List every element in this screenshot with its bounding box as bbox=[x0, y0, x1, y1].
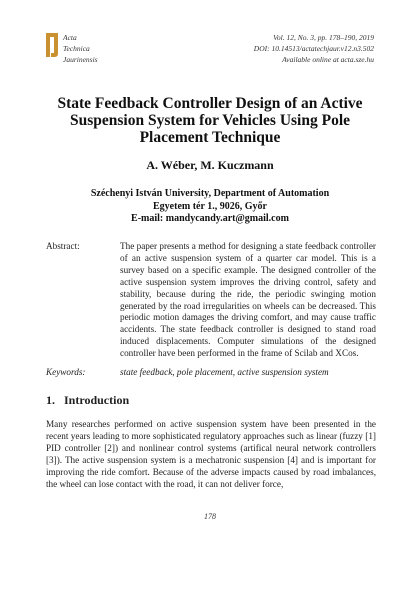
affiliation-institution: Széchenyi István University, Department of Automation bbox=[90, 188, 330, 199]
online-availability-line: Available online at acta.sze.hu bbox=[282, 55, 374, 64]
journal-logo bbox=[45, 32, 59, 58]
page-number: 178 bbox=[204, 512, 216, 521]
affiliation-email: E-mail: mandycandy.art@gmail.com bbox=[131, 213, 289, 224]
keywords-label: Keywords: bbox=[46, 367, 86, 377]
volume-line: Vol. 12, No. 3, pp. 178–190, 2019 bbox=[273, 33, 374, 42]
section-number: 1. bbox=[46, 393, 55, 407]
journal-name-line: Jaurinensis bbox=[63, 55, 98, 64]
abstract-label: Abstract: bbox=[46, 241, 80, 251]
journal-name-line: Acta bbox=[63, 33, 77, 42]
journal-name bbox=[63, 32, 98, 65]
affiliation-address: Egyetem tér 1., 9026, Győr bbox=[153, 200, 267, 212]
doi-line: DOI: 10.14513/actatechjaur.v12.n3.502 bbox=[253, 44, 374, 53]
section-heading: Introduction bbox=[64, 393, 130, 407]
paper-title: State Feedback Controller Design of an Active Suspension System for Vehicles Using Pole Placement Technique bbox=[57, 95, 363, 146]
keywords-text: state feedback, pole placement, active suspension system bbox=[120, 367, 329, 377]
abstract-text: The paper presents a method for designing a state feedback controller of an active suspension system of a quarter car model. This is a survey based on a specific example. The designed controller of the active suspension system improves the driving control, safety and stability, because during the ride, the periodic swinging motion generated by the road irregularities on wheels can be decreased. This periodic motion damages the driving comfort, and may cause traffic accidents. The state feedback controller is designed to stand road induced displacements. Computer simulations of the designed controller have been performed in the frame of Scilab and XCos. bbox=[120, 241, 376, 359]
journal-name-line: Technica bbox=[63, 44, 90, 53]
section-body-text: Many researches performed on active suspension system have been presented in the recent years leading to more sophisticated regulatory approaches such as linear (fuzzy [1] PID controller [2]) and nonlinear control systems (artifical neural network controllers [3]). The active suspension system is a mechatronic suspension [4] and is important for improving the ride comfort. Because of the adverse impacts caused by road imbalances, the wheel can lose contact with the road, it can not deliver force, bbox=[46, 419, 376, 489]
publication-info bbox=[254, 32, 374, 65]
paper-authors: A. Wéber, M. Kuczmann bbox=[146, 158, 274, 172]
author-affiliation bbox=[40, 188, 380, 226]
